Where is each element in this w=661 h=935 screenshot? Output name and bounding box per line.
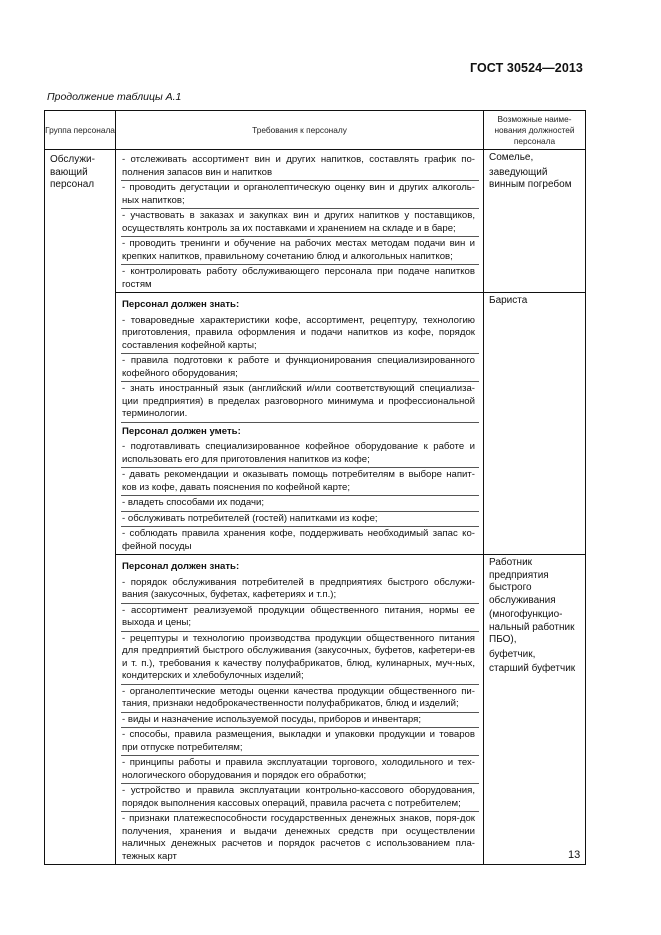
requirements-table [44,110,586,865]
list-item: - виды и назначение используемой посуды, приборов и инвентаря; [121,713,479,729]
section-heading: Персонал должен уметь: [122,425,241,437]
list-item: - отслеживать ассортимент вин и других напитков, составлять график по-полнения запасов вин и напитков [121,153,479,181]
list-item: - владеть способами их подачи; [121,496,479,512]
list-item: - контролировать работу обслуживающего персонала при подаче напитков гостям [122,266,475,290]
group-cell: Обслужи-вающий персонал [45,150,116,865]
positions-cell [484,555,586,865]
page-number: 13 [568,849,581,861]
list-item: - проводить дегустации и органолептическую оценку вин и других алкоголь-ных напитков; [121,181,479,209]
list-item: - устройство и правила эксплуатации контрольно-кассового оборудования, порядок выполнения кассовых операций, правила расчета с потребителем; [121,784,479,812]
list-item: - признаки платежеспособности государственных денежных знаков, поря-док получения, хранения и выдачи денежных средств при осуществлении наличных денежных расчетов и порядок расчетов с использованием пла-тежных карт [122,813,475,862]
table-row [45,555,586,865]
list-item: - органолептические методы оценки качества продукции общественного пи-тания, признаки недоброкачественности полуфабрикатов, блюд и изделий; [121,685,479,713]
position-name: Работник предприятия быстрого обслуживания [489,557,556,606]
list-item: - рецептуры и технологию производства продукции общественного питания для предприятий быстрого обслуживания (закусочных, буфетов, кафетери-ев и т. п.), требования к качеству полуфабрикатов, блюд, кулинарных, муч-ных, кондитерских и хлебобулочных изделий; [121,632,479,685]
requirements-cell [116,293,484,555]
list-item: - способы, правила размещения, выкладки и упаковки продукции и товаров при отпуске потребителям; [121,728,479,756]
position-name: Бариста [489,295,528,306]
requirements-cell [116,555,484,865]
table-row [45,150,586,293]
list-item: - принципы работы и правила эксплуатации торгового, холодильного и тех-нологического оборудования и порядок его обработки; [121,756,479,784]
position-name: старший буфетчик [489,663,576,674]
requirements-cell [116,150,484,293]
list-item: - участвовать в заказах и закупках вин и других напитков у поставщиков, осуществлять контроль за их поставками и хранением на складе и в баре; [121,209,479,237]
section-heading: Персонал должен знать: [122,299,240,310]
table-header-row [45,111,586,150]
table-row [45,293,586,555]
header-group: Группа персонала [45,111,116,150]
list-item: - знать иностранный язык (английский и/или соответствующий специализа-ции предприятия) в пределах разговорного минимума и профессиональной терминологии. [121,382,479,423]
table-caption: Продолжение таблицы А.1 [47,91,182,103]
list-item: - товароведные характеристики кофе, ассортимент, рецептуру, технологию приготовления, правила оформления и подачи напитков из кофе, порядок составления кофейной карты; [121,314,479,355]
positions-cell [484,150,586,293]
list-item: - ассортимент реализуемой продукции общественного питания, нормы ее выхода и цены; [121,604,479,632]
list-item: - соблюдать правила хранения кофе, поддерживать необходимый запас ко-фейной посуды [122,528,475,552]
positions-cell [484,293,586,555]
list-item: - проводить тренинги и обучение на рабочих местах методам подачи вин и крепких напитков, правильному сочетанию блюд и алкогольных напитков; [121,237,479,265]
position-name: буфетчик, [489,648,536,660]
document-code: ГОСТ 30524—2013 [469,61,583,75]
position-name: Сомелье, [489,152,534,163]
list-item: - подготавливать специализированное кофейное оборудование к работе и использовать его для приготовления напитков из кофе; [121,440,479,468]
position-name: заведующий винным погребом [489,166,572,190]
header-positions: Возможные наиме-нования должностей персонала [484,111,586,150]
list-item: - правила подготовки к работе и функционирования специализированного кофейного оборудования; [121,354,479,382]
list-item: - обслуживать потребителей (гостей) напитками из кофе; [121,512,479,528]
list-item: - порядок обслуживания потребителей в предприятиях быстрого обслужи-вания (закусочных, буфетах, кафетериях и т.п.); [121,576,479,604]
section-heading: Персонал должен знать: [122,561,240,572]
header-requirements: Требования к персоналу [116,111,484,150]
list-item: - давать рекомендации и оказывать помощь потребителям в выборе напит-ков из кофе, давать пояснения по кофейной карте; [121,468,479,496]
position-name: (многофункцио-нальный работник ПБО), [489,609,575,645]
